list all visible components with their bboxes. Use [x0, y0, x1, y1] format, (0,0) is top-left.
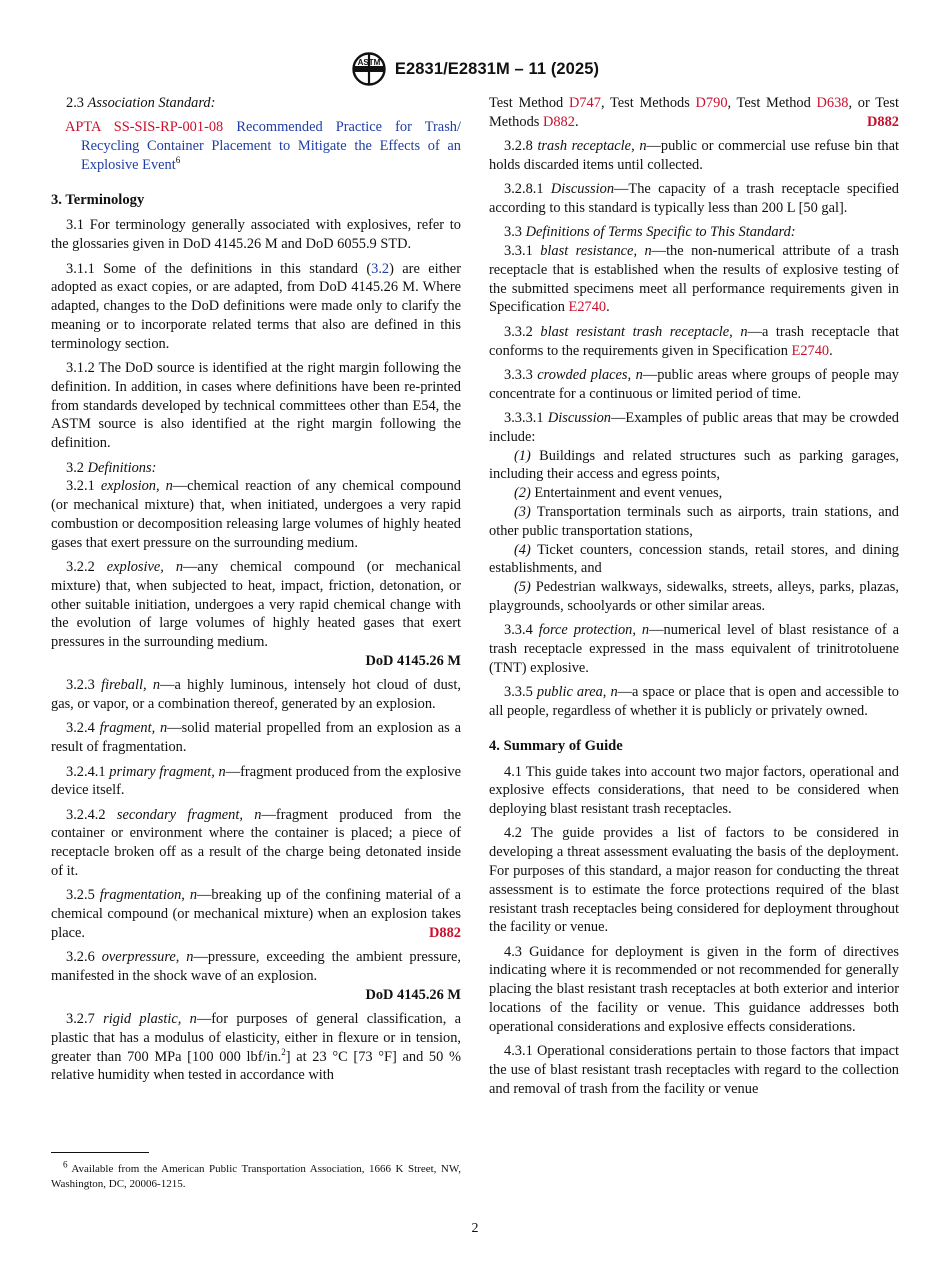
def-force-protection: 3.3.4 force protection, n—numerical level of blast resistance of a trash receptacle expressed in the mass equivalent of trinitrotoluene (TNT) explosive. [489, 622, 899, 676]
link-d747[interactable]: D747 [568, 95, 601, 111]
astm-logo-icon [351, 52, 387, 86]
def-fragmentation: 3.2.5 fragmentation, n—breaking up of the confining material of a chemical compound (or mechanical mixture) when an explosion takes place. D882 [51, 887, 461, 941]
para-4-3: 4.3 Guidance for deployment is given in the form of directives indicating where it is recommended or not recommended for generally placing the blast resistant trash receptacles at both exterior and interior locations of the facility or venue. This guidance addresses both operational considerations and explosive effects considerations. [489, 943, 899, 1035]
def-trash-receptacle: 3.2.8 trash receptacle, n—public or commercial use refuse bin that holds discarded items until collected. [489, 138, 899, 173]
section-3-heading: 3. Terminology [51, 191, 145, 208]
def-rigid-plastic: 3.2.7 rigid plastic, n—for purposes of general classification, a plastic that has a modulus of elasticity, either in flexure or in tension, greater than 700 MPa [100 000 lbf/in.$^2$] at 23 °C [73 °F] and 50 % relative humidity when tested in accordance with [51, 1011, 461, 1084]
page-header [0, 52, 950, 86]
section-3-2: 3.2 Definitions: [66, 459, 157, 476]
left-column [51, 94, 461, 1091]
discussion-3-3-3-1: 3.3.3.1 Discussion—Examples of public areas that may be crowded include: [489, 409, 899, 445]
para-3-1-2: 3.1.2 The DoD source is identified at the right margin following the definition. In addition, in cases where definitions have been re-printed from standards developed by technical committees other than E54, the ASTM source is also identified at the right margin following the definition. [51, 360, 461, 452]
list-item: (3) Transportation terminals such as airports, train stations, and other public transportation stations, [489, 503, 899, 539]
def-rigid-plastic-cont: Test Method D747, Test Methods D790, Test Method D638, or Test Methods D882. D882 [489, 95, 900, 130]
footnote-rule [51, 1152, 149, 1153]
discussion-3-2-8-1: 3.2.8.1 Discussion—The capacity of a trash receptacle specified according to this standard is typically less than 200 L [50 gal]. [489, 181, 899, 216]
link-d790[interactable]: D790 [695, 95, 728, 111]
astm-logo-text: ASTM [357, 58, 381, 67]
apta-reference[interactable]: APTA SS-SIS-RP-001-08 Recommended Practice for Trash/ Recycling Container Placement to Mitigate the Effects of an Explosive Event$^6$ [65, 119, 461, 173]
list-item: (1) Buildings and related structures such as parking garages, including their access and egress points, [489, 447, 899, 483]
def-blast-resistant-receptacle: 3.3.2 blast resistant trash receptacle, n—a trash receptacle that conforms to the requirements given in Specification E2740. [489, 323, 899, 359]
def-secondary-fragment: 3.2.4.2 secondary fragment, n—fragment produced from the container or environment where the container is placed; a piece of receptacle broken off as a result of the charge being detonated inside of it. [51, 806, 461, 879]
link-d882[interactable]: D882 [542, 113, 575, 130]
def-public-area: 3.3.5 public area, n—a space or place that is open and accessible to all people, regardless of whether it is publicly or privately owned. [489, 684, 899, 719]
para-4-1: 4.1 This guide takes into account two major factors, operational and explosive effects considerations, that need to be considered when deploying blast resistant trash receptacles. [489, 763, 899, 818]
def-explosion: 3.2.1 explosion, n—chemical reaction of any chemical compound (or mechanical mixture) that, when initiated, undergoes a very rapid combustion or decomposition releasing large volumes of highly heated gases that exert pressure on the surrounding medium. [51, 478, 461, 551]
right-column [489, 94, 899, 1104]
standard-designation: E2831/E2831M – 11 (2025) [394, 59, 600, 78]
para-4-2: 4.2 The guide provides a list of factors to be considered in developing a threat assessment evaluating the basis of the deployment. For purposes of this standard, a major reason for conducting the threat assessment is to estimate the force protections required of the blast resistant trash receptacles being considered for deployment throughout the facility or venue. [489, 825, 899, 936]
def-overpressure: 3.2.6 overpressure, n—pressure, exceeding the ambient pressure, manifested in the shock wave of an explosion. [51, 949, 461, 984]
section-3-3: 3.3 Definitions of Terms Specific to This Standard: [504, 224, 796, 241]
list-item: (4) Ticket counters, concession stands, retail stores, and dining establishments, and [489, 541, 899, 577]
link-e2740-2[interactable]: E2740 [791, 342, 830, 359]
link-e2740[interactable]: E2740 [568, 299, 607, 316]
source-d882[interactable]: D882 [429, 924, 461, 941]
def-primary-fragment: 3.2.4.1 primary fragment, n—fragment produced from the explosive device itself. [51, 763, 461, 799]
section-2-3: 2.3 Association Standard: [66, 95, 216, 111]
list-item: (2) Entertainment and event venues, [514, 485, 723, 502]
link-d638[interactable]: D638 [816, 95, 849, 111]
page-number: 2 [471, 1221, 479, 1236]
source-dod-2: DoD 4145.26 M [365, 986, 461, 1003]
source-dod-1: DoD 4145.26 M [365, 653, 461, 670]
def-crowded-places: 3.3.3 crowded places, n—public areas where groups of people may concentrate for a continuous or limited period of time. [489, 366, 899, 402]
def-fireball: 3.2.3 fireball, n—a highly luminous, intensely hot cloud of dust, gas, or vapor, or a combination thereof, generated by an explosion. [51, 677, 461, 713]
source-d882-2[interactable]: D882 [867, 113, 899, 130]
para-4-3-1: 4.3.1 Operational considerations pertain to those factors that impact the use of blast resistant trash receptacles with regard to the collection and removal of trash from the facility or venue [489, 1043, 899, 1097]
def-explosive: 3.2.2 explosive, n—any chemical compound (or mechanical mixture) that, when subjected to heat, impact, friction, detonation, or other suitable initiation, undergoes a very rapid chemical change with the evolution of large volumes of highly heated gases that exert pressures in the surrounding medium. [51, 559, 461, 651]
def-fragment: 3.2.4 fragment, n—solid material propelled from an explosion as a result of fragmentation. [51, 720, 461, 756]
def-blast-resistance: 3.3.1 blast resistance, n—the non-numerical attribute of a trash receptacle that is established when the results of explosive testing of the submitted specimens meet all performance requirements given in Specification E2740. [489, 243, 899, 316]
para-3-1: 3.1 For terminology generally associated with explosives, refer to the glossaries given in DoD 4145.26 M and DoD 6055.9 STD. [51, 217, 461, 253]
footnote: $^6$ Available from the American Public Transportation Association, 1666 K Street, NW, Washington, DC, 20006-1215. [51, 1159, 461, 1190]
link-3-2[interactable]: 3.2 [371, 260, 390, 277]
list-item: (5) Pedestrian walkways, sidewalks, streets, alleys, parks, plazas, playgrounds, schoolyards or other similar areas. [489, 579, 899, 614]
section-4-heading: 4. Summary of Guide [489, 737, 623, 754]
para-3-1-1: 3.1.1 Some of the definitions in this standard (3.2) are either adopted as exact copies, or are adapted, from DoD 4145.26 M. Where adapted, changes to the DoD definitions were made only to clarify the meaning or to incorporate related terms that also are defined in this terminology section. [51, 260, 461, 352]
